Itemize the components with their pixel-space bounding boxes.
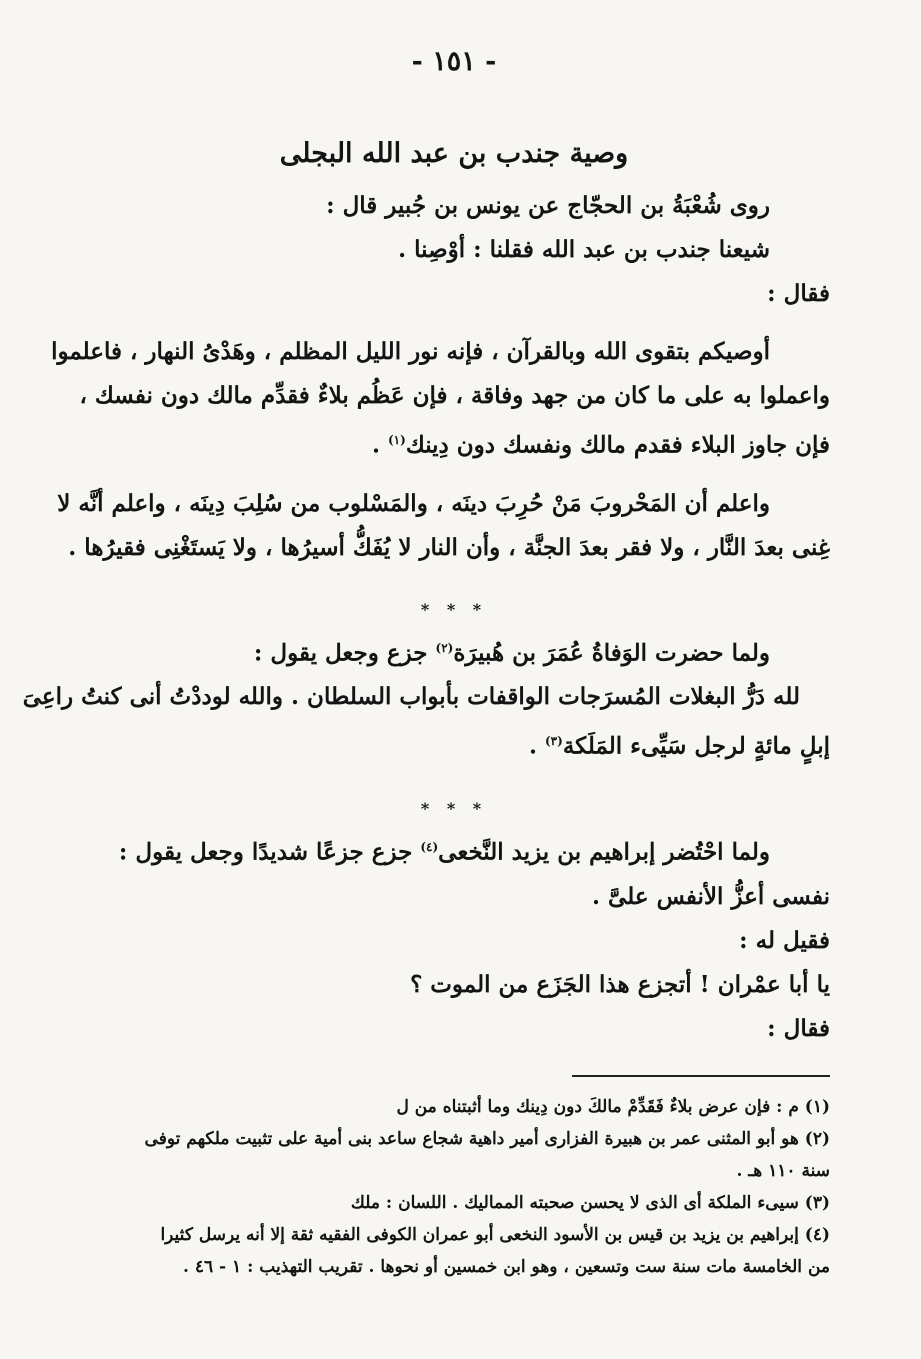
text-span: جزع جزعًا شديدًا وجعل يقول : xyxy=(118,838,421,866)
text-line: لله دَرُّ البغلات المُسرَجات الواقفات بأبواب السلطان . والله لوددْتُ أنى كنتُ راعِىَ xyxy=(22,683,800,711)
text-line: فقيل له : xyxy=(739,926,830,954)
text-span: ولما حضرت الوَفاةُ عُمَرَ بن هُبيرَة xyxy=(453,639,770,667)
text-span: إبلٍ مائةٍ لرجل سَيِّىء المَلَكة xyxy=(562,732,830,760)
text-span: ولما احْتُضر إبراهيم بن يزيد النَّخعى xyxy=(438,838,770,866)
section-title: وصية جندب بن عبد الله البجلى xyxy=(279,138,629,169)
text-line: فقال : xyxy=(767,1014,830,1042)
footnote-continuation: من الخامسة مات سنة ست وتسعين ، وهو ابن خمسين أو نحوها . تقريب التهذيب : ١ - ٤٦ . xyxy=(183,1256,830,1277)
text-span: . xyxy=(528,732,545,760)
text-line xyxy=(78,418,830,468)
text-line: شيعنا جندب بن عبد الله فقلنا : أوْصِنا . xyxy=(398,236,770,263)
footnote-continuation: سنة ١١٠ هـ . xyxy=(736,1160,830,1181)
footnote-divider xyxy=(572,1075,830,1077)
page-number: - ١٥١ - xyxy=(411,46,497,77)
text-line: روى شُعْبَةُ بن الحجّاج عن يونس بن جُبير قال : xyxy=(326,192,770,219)
text-span: . xyxy=(371,431,388,459)
text-line: أوصيكم بتقوى الله وبالقرآن ، فإنه نور الليل المظلم ، وهَدْىُ النهار ، فاعلموا xyxy=(51,338,770,365)
section-separator: * * * xyxy=(420,798,488,818)
text-line: فقال : xyxy=(767,280,830,307)
text-line xyxy=(78,719,830,769)
section-separator: * * * xyxy=(420,599,488,619)
footnote-ref: (٤) xyxy=(420,839,439,854)
text-span: فإن جاوز البلاء فقدم مالك ونفسك دون دِينك xyxy=(405,431,830,459)
text-line xyxy=(78,626,830,676)
text-line: واعملوا به على ما كان من جهد وفاقة ، فإن عَظُم بلاءٌ فقدِّم مالك دون نفسك ، xyxy=(79,382,830,409)
footnote-ref: (١) xyxy=(387,433,406,447)
footnotes xyxy=(78,1091,830,1283)
text-span: جزع وجعل يقول : xyxy=(253,639,436,667)
footnote-ref: (٣) xyxy=(544,734,563,749)
text-line: يا أبا عمْران ! أتجزع هذا الجَزَع من الموت ؟ xyxy=(410,970,830,998)
footnote: (٤) إبراهيم بن يزيد بن قيس بن الأسود النخعى أبو عمران الكوفى الفقيه ثقة إلا أنه يرسل كثيرا xyxy=(160,1224,830,1245)
text-line: واعلم أن المَحْروبَ مَنْ حُرِبَ دينَه ، والمَسْلوب من سُلِبَ دِينَه ، واعلم أنَّه لا xyxy=(57,489,770,517)
text-line: نفسى أعزُّ الأنفس علىَّ . xyxy=(592,882,830,910)
footnote: (٣) سيىء الملكة أى الذى لا يحسن صحبته المماليك . اللسان : ملك xyxy=(350,1192,830,1213)
book-page xyxy=(22,40,830,1340)
text-line: غِنى بعدَ النَّار ، ولا فقر بعدَ الجنَّة ، وأن النار لا يُفَكُّ أسيرُها ، ولا يَستَغْنِى فقيرُها . xyxy=(68,533,830,561)
footnote-ref: (٢) xyxy=(435,640,454,655)
text-line xyxy=(78,825,830,875)
footnote: (٢) هو أبو المثنى عمر بن هبيرة الفزارى أمير داهية شجاع ساعد بنى أمية على تثبيت ملكهم توفى xyxy=(144,1128,830,1149)
footnote: (١) م : فإن عرض بلاءٌ فَقَدِّمْ مالكَ دون دِينك وما أثبتناه من ل xyxy=(396,1096,830,1117)
